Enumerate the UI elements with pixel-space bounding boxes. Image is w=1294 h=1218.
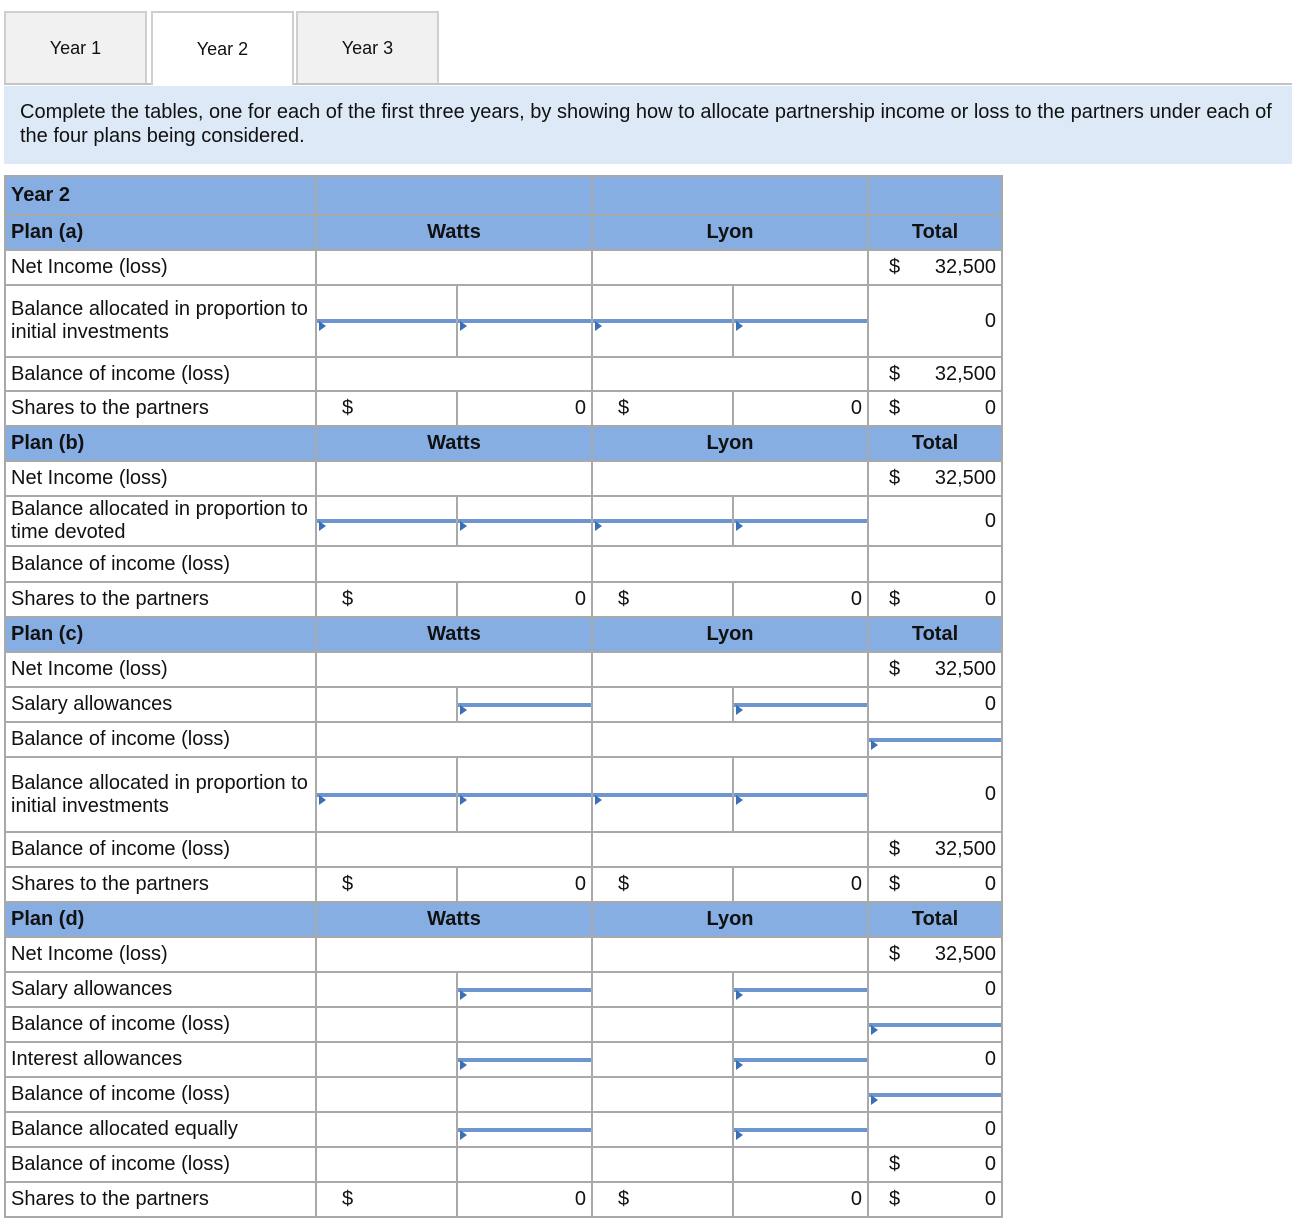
plan-d-balance1-total-input[interactable] [869,1023,1001,1027]
shares-total: $ 0 [868,867,1002,902]
equal-label: Balance allocated equally [5,1112,316,1147]
watts-column-header: Watts [316,426,592,461]
table-row [5,461,1002,496]
plan-c-allocation-basis-watts-input[interactable] [317,793,456,797]
balance-label: Balance of income (loss) [5,1077,316,1112]
plan-d-title: Plan (d) [5,902,316,937]
net-income-total: $ 32,500 [868,250,1002,285]
allocated-label: Balance allocated in proportion to initial investments [5,757,316,832]
salary-label: Salary allowances [5,687,316,722]
table-row [5,1077,1002,1112]
lyon-column-header: Lyon [592,426,868,461]
table-row [5,1147,1002,1182]
instructions-text: Complete the tables, one for each of the first three years, by showing how to allocate partnership income or loss to the partners under each of the four plans being considered. [4,86,1292,164]
plan-a-header [5,215,1002,250]
table-row [5,1007,1002,1042]
net-income-total: $ 32,500 [868,461,1002,496]
total-column-header: Total [868,215,1002,250]
table-row [5,1112,1002,1147]
tab-year-2[interactable]: Year 2 [151,11,294,85]
salary-total: 0 [868,972,1002,1007]
table-row [5,496,1002,546]
shares-label: Shares to the partners [5,867,316,902]
plan-b-allocated-watts-input[interactable] [458,519,591,523]
shares-watts: 0 [457,391,592,426]
interest-total: 0 [868,1042,1002,1077]
shares-total: $ 0 [868,1182,1002,1217]
net-income-label: Net Income (loss) [5,652,316,687]
table-row [5,285,1002,357]
table-row [5,546,1002,582]
currency-symbol: $ [592,1182,733,1217]
net-income-label: Net Income (loss) [5,937,316,972]
shares-label: Shares to the partners [5,582,316,617]
shares-lyon: 0 [733,582,868,617]
table-row [5,832,1002,867]
plan-a-allocation-basis-watts-input[interactable] [317,319,456,323]
plan-a-title: Plan (a) [5,215,316,250]
plan-d-salary-watts-input[interactable] [458,988,591,992]
plan-a-allocated-lyon-input[interactable] [734,319,867,323]
balance-total: $ 32,500 [868,832,1002,867]
plan-c-allocated-watts-input[interactable] [458,793,591,797]
shares-lyon: 0 [733,1182,868,1217]
table-row [5,1042,1002,1077]
equal-total: 0 [868,1112,1002,1147]
year-tabs [4,11,1292,85]
lyon-column-header: Lyon [592,617,868,652]
table-row [5,652,1002,687]
table-row [5,867,1002,902]
net-income-total: $ 32,500 [868,937,1002,972]
plan-d-interest-lyon-input[interactable] [734,1058,867,1062]
currency-symbol: $ [316,582,457,617]
plan-d-interest-watts-input[interactable] [458,1058,591,1062]
plan-b-allocation-basis-lyon-input[interactable] [593,519,732,523]
balance-total: $ 0 [868,1147,1002,1182]
balance-total: $ 32,500 [868,357,1002,391]
total-column-header: Total [868,426,1002,461]
shares-watts: 0 [457,867,592,902]
allocated-total: 0 [868,757,1002,832]
watts-column-header: Watts [316,902,592,937]
plan-b-allocation-basis-watts-input[interactable] [317,519,456,523]
shares-lyon: 0 [733,867,868,902]
table-row [5,1182,1002,1217]
plan-d-balance2-total-input[interactable] [869,1093,1001,1097]
table-row [5,757,1002,832]
balance-label: Balance of income (loss) [5,1147,316,1182]
watts-column-header: Watts [316,215,592,250]
balance-label: Balance of income (loss) [5,832,316,867]
plan-b-header [5,426,1002,461]
currency-symbol: $ [592,391,733,426]
watts-column-header: Watts [316,617,592,652]
salary-total: 0 [868,687,1002,722]
currency-symbol: $ [316,1182,457,1217]
plan-c-header [5,617,1002,652]
table-row [5,972,1002,1007]
plan-a-allocated-watts-input[interactable] [458,319,591,323]
tab-year-1[interactable]: Year 1 [4,11,147,83]
allocated-total: 0 [868,496,1002,546]
currency-symbol: $ [316,867,457,902]
plan-c-salary-lyon-input[interactable] [734,703,867,707]
allocated-total: 0 [868,285,1002,357]
table-row [5,722,1002,757]
tab-year-3[interactable]: Year 3 [296,11,439,83]
table-row [5,250,1002,285]
currency-symbol: $ [592,867,733,902]
shares-label: Shares to the partners [5,391,316,426]
shares-total: $ 0 [868,582,1002,617]
table-row [5,582,1002,617]
salary-label: Salary allowances [5,972,316,1007]
shares-watts: 0 [457,582,592,617]
plan-c-allocation-basis-lyon-input[interactable] [593,793,732,797]
plan-d-equal-watts-input[interactable] [458,1128,591,1132]
shares-lyon: 0 [733,391,868,426]
plan-c-title: Plan (c) [5,617,316,652]
year-header-row [5,176,1002,215]
plan-b-allocated-lyon-input[interactable] [734,519,867,523]
table-row [5,357,1002,391]
plan-d-header [5,902,1002,937]
balance-label: Balance of income (loss) [5,1007,316,1042]
table-row [5,687,1002,722]
plan-d-salary-lyon-input[interactable] [734,988,867,992]
total-column-header: Total [868,902,1002,937]
net-income-label: Net Income (loss) [5,250,316,285]
net-income-label: Net Income (loss) [5,461,316,496]
allocated-label: Balance allocated in proportion to initial investments [5,285,316,357]
year-label: Year 2 [5,176,316,215]
plan-c-allocated-lyon-input[interactable] [734,793,867,797]
table-row [5,391,1002,426]
lyon-column-header: Lyon [592,902,868,937]
currency-symbol: $ [316,391,457,426]
allocated-label: Balance allocated in proportion to time devoted [5,496,316,546]
total-column-header: Total [868,617,1002,652]
shares-label: Shares to the partners [5,1182,316,1217]
shares-total: $ 0 [868,391,1002,426]
currency-symbol: $ [592,582,733,617]
shares-watts: 0 [457,1182,592,1217]
lyon-column-header: Lyon [592,215,868,250]
balance-label: Balance of income (loss) [5,722,316,757]
plan-b-title: Plan (b) [5,426,316,461]
plan-c-salary-watts-input[interactable] [458,703,591,707]
plan-a-allocation-basis-lyon-input[interactable] [593,319,732,323]
table-row [5,937,1002,972]
interest-label: Interest allowances [5,1042,316,1077]
plan-d-equal-lyon-input[interactable] [734,1128,867,1132]
balance-label: Balance of income (loss) [5,357,316,391]
plan-c-balance-total-input[interactable] [869,738,1001,742]
balance-label: Balance of income (loss) [5,546,316,582]
net-income-total: $ 32,500 [868,652,1002,687]
allocation-worksheet [4,175,1003,1218]
